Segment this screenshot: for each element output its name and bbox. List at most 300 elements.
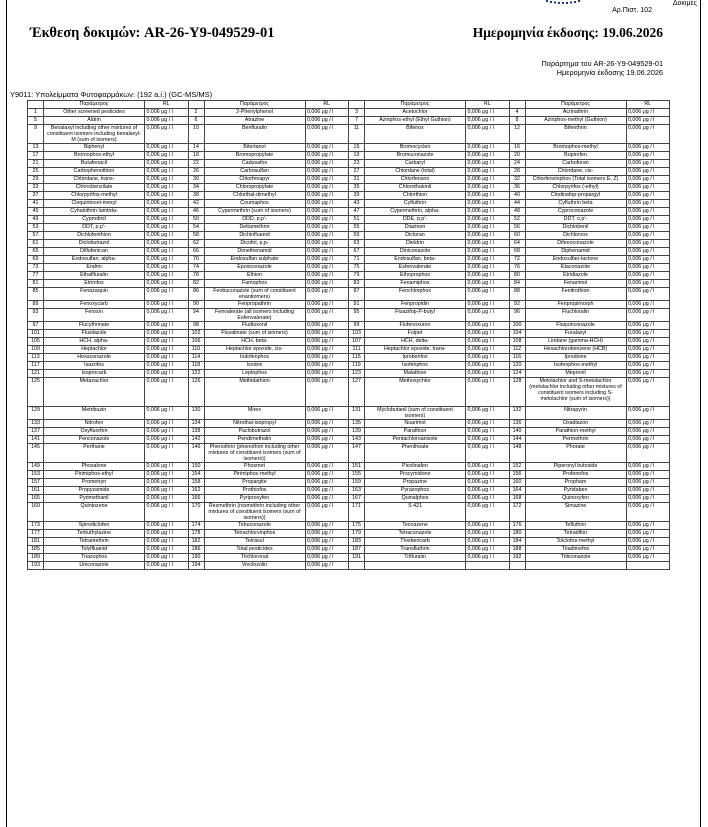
param-number: 162 — [188, 487, 204, 495]
param-rl: 0,006 μg / l — [466, 479, 510, 487]
param-name: Methidathion — [204, 378, 305, 407]
table-row — [28, 322, 670, 330]
param-name: Oxadiazon — [525, 420, 626, 428]
param-rl: 0,006 μg / l — [466, 436, 510, 444]
param-rl: 0,006 μg / l — [626, 436, 670, 444]
param-name: Picolinafen — [365, 463, 466, 471]
param-name: Other screened pesticides — [44, 109, 145, 117]
param-name: Nitrothal-isopropyl — [204, 420, 305, 428]
param-number: 114 — [188, 354, 204, 362]
param-name: Trichloronat — [204, 554, 305, 562]
param-rl: 0,006 μg / l — [466, 280, 510, 288]
param-number: 143 — [349, 436, 365, 444]
param-name: Lindane (gamma-HCH) — [525, 338, 626, 346]
param-rl: 0,006 μg / l — [626, 354, 670, 362]
param-number: 68 — [509, 248, 525, 256]
param-number: 92 — [509, 301, 525, 309]
param-name: Diazinon — [365, 224, 466, 232]
param-rl: 0,006 μg / l — [145, 192, 189, 200]
param-rl: 0,006 μg / l — [305, 378, 349, 407]
param-number: 69 — [28, 256, 44, 264]
param-name: Benfluralin — [204, 125, 305, 144]
param-rl: 0,006 μg / l — [145, 420, 189, 428]
param-rl: 0,006 μg / l — [145, 463, 189, 471]
table-row — [28, 471, 670, 479]
param-rl: 0,006 μg / l — [466, 354, 510, 362]
table-row — [28, 354, 670, 362]
param-rl: 0,006 μg / l — [466, 487, 510, 495]
table-row — [28, 280, 670, 288]
param-name: Thiobencarb — [365, 538, 466, 546]
table-row — [28, 288, 670, 301]
param-number: 137 — [28, 428, 44, 436]
param-rl: 0,006 μg / l — [305, 208, 349, 216]
param-name: 2-Phenylphenol — [204, 109, 305, 117]
param-rl: 0,006 μg / l — [305, 248, 349, 256]
table-row — [28, 436, 670, 444]
param-name: Dichlofluanid — [204, 232, 305, 240]
param-number: 51 — [349, 216, 365, 224]
param-number: 156 — [509, 471, 525, 479]
param-rl: 0,006 μg / l — [466, 503, 510, 522]
param-rl: 0,006 μg / l — [626, 428, 670, 436]
table-row — [28, 503, 670, 522]
param-rl: 0,006 μg / l — [626, 208, 670, 216]
param-name: Tetrasul — [204, 538, 305, 546]
param-rl: 0,006 μg / l — [145, 224, 189, 232]
header-number-cell — [349, 101, 365, 109]
param-number: 155 — [349, 471, 365, 479]
param-number: 36 — [509, 184, 525, 192]
param-rl: 0,006 μg / l — [626, 192, 670, 200]
param-number: 74 — [188, 264, 204, 272]
param-name: Quintozene — [44, 503, 145, 522]
param-rl: 0,006 μg / l — [305, 370, 349, 378]
table-row — [28, 407, 670, 420]
param-name: Paclobutrazol — [204, 428, 305, 436]
param-number: 144 — [509, 436, 525, 444]
param-number: 88 — [509, 288, 525, 301]
param-name: Chloropropylate — [204, 184, 305, 192]
param-name: Fenvalerate (all isomers including Esfenvalerate) — [204, 309, 305, 322]
param-name: Heptachlor epoxide, trans- — [365, 346, 466, 354]
param-rl: 0,006 μg / l — [305, 288, 349, 301]
table-row — [28, 184, 670, 192]
param-number: 150 — [188, 463, 204, 471]
param-name: Isodrin — [204, 362, 305, 370]
param-number: 169 — [28, 503, 44, 522]
param-number: 14 — [188, 144, 204, 152]
param-number: 52 — [509, 216, 525, 224]
param-rl: 0,006 μg / l — [145, 232, 189, 240]
param-name: Perthane — [44, 444, 145, 463]
param-number: 174 — [188, 522, 204, 530]
param-rl: 0,006 μg / l — [466, 248, 510, 256]
param-number: 90 — [188, 301, 204, 309]
param-rl: 0,006 μg / l — [305, 562, 349, 570]
param-rl: 0,006 μg / l — [145, 562, 189, 570]
param-number: 93 — [28, 309, 44, 322]
param-number: 115 — [349, 354, 365, 362]
param-name: Ethalfluralin — [44, 272, 145, 280]
param-name — [365, 562, 466, 570]
param-number: 168 — [509, 495, 525, 503]
param-rl: 0,006 μg / l — [626, 264, 670, 272]
param-name: Cypermethrin, alpha- — [365, 208, 466, 216]
param-rl: 0,006 μg / l — [145, 256, 189, 264]
param-rl: 0,006 μg / l — [145, 117, 189, 125]
table-row — [28, 546, 670, 554]
param-rl: 0,006 μg / l — [626, 322, 670, 330]
param-name: Bitertanol — [204, 144, 305, 152]
param-name: Tetradifon — [525, 530, 626, 538]
param-name: Acrinathrin — [525, 109, 626, 117]
param-rl: 0,006 μg / l — [466, 370, 510, 378]
table-body — [28, 109, 670, 570]
param-name: Tetramethrin — [44, 538, 145, 546]
param-number: 120 — [509, 362, 525, 370]
accreditation-logo-icon — [544, 0, 584, 4]
param-name: Propham — [525, 479, 626, 487]
param-name: Pirimiphos-methyl — [204, 471, 305, 479]
param-number: 107 — [349, 338, 365, 346]
param-rl: 0,006 μg / l — [626, 232, 670, 240]
param-number: 57 — [28, 232, 44, 240]
param-rl: 0,006 μg / l — [466, 192, 510, 200]
param-number: 167 — [349, 495, 365, 503]
param-number: 139 — [349, 428, 365, 436]
param-name: Triticonazole — [525, 554, 626, 562]
param-name: Clodinafop-propargyl — [525, 192, 626, 200]
param-name: Ethoprophos — [365, 272, 466, 280]
param-rl: 0,006 μg / l — [305, 487, 349, 495]
param-rl: 0,006 μg / l — [466, 117, 510, 125]
param-rl: 0,006 μg / l — [145, 288, 189, 301]
param-rl: 0,006 μg / l — [626, 495, 670, 503]
param-number: 146 — [188, 444, 204, 463]
table-row — [28, 109, 670, 117]
param-name: Cloquintocet-mexyl — [44, 200, 145, 208]
param-name: Chlordane, trans- — [44, 176, 145, 184]
param-rl: 0,006 μg / l — [305, 522, 349, 530]
param-rl: 0,006 μg / l — [305, 125, 349, 144]
param-number: 23 — [349, 160, 365, 168]
header-rl-cell: RL — [305, 101, 349, 109]
param-rl: 0,006 μg / l — [626, 370, 670, 378]
param-number: 18 — [188, 152, 204, 160]
param-name: Fenson — [44, 309, 145, 322]
param-rl: 0,006 μg / l — [466, 301, 510, 309]
param-name: Dieldrin — [365, 240, 466, 248]
param-name: Tebuconazole — [204, 522, 305, 530]
param-number: 154 — [188, 471, 204, 479]
param-number: 142 — [188, 436, 204, 444]
param-rl: 0,006 μg / l — [305, 471, 349, 479]
param-rl: 0,006 μg / l — [466, 176, 510, 184]
param-number: 54 — [188, 224, 204, 232]
param-number: 62 — [188, 240, 204, 248]
param-name: Methoxychlor — [365, 378, 466, 407]
header-parameter-cell: Παράμετρος — [204, 101, 305, 109]
table-row — [28, 224, 670, 232]
table-row — [28, 125, 670, 144]
header-rl-cell: RL — [145, 101, 189, 109]
param-name: Dicloran — [365, 232, 466, 240]
param-name: Pirimiphos-ethyl — [44, 471, 145, 479]
param-rl: 0,006 μg / l — [145, 109, 189, 117]
param-rl: 0,006 μg / l — [145, 346, 189, 354]
table-row — [28, 309, 670, 322]
param-rl: 0,006 μg / l — [145, 530, 189, 538]
param-rl: 0,006 μg / l — [626, 117, 670, 125]
param-number: 135 — [349, 420, 365, 428]
param-number: 71 — [349, 256, 365, 264]
param-name: HCH, delta- — [365, 338, 466, 346]
table-row — [28, 463, 670, 471]
param-name: Furalaxyl — [525, 330, 626, 338]
param-rl: 0,006 μg / l — [466, 554, 510, 562]
param-name: Diphenamid — [525, 248, 626, 256]
param-rl: 0,006 μg / l — [626, 184, 670, 192]
param-name: Endosulfan, alpha- — [44, 256, 145, 264]
param-number: 34 — [188, 184, 204, 192]
param-rl: 0,006 μg / l — [626, 420, 670, 428]
param-number: 46 — [188, 208, 204, 216]
param-rl: 0,006 μg / l — [626, 546, 670, 554]
param-number: 27 — [349, 168, 365, 176]
param-rl: 0,006 μg / l — [305, 232, 349, 240]
param-name: Procymidone — [365, 471, 466, 479]
param-number: 191 — [349, 554, 365, 562]
param-number: 2 — [188, 109, 204, 117]
param-rl: 0,006 μg / l — [466, 256, 510, 264]
param-number: 8 — [509, 117, 525, 125]
table-row — [28, 160, 670, 168]
param-rl: 0,006 μg / l — [305, 109, 349, 117]
header-number-cell — [188, 101, 204, 109]
param-name: Pyrimethanil — [44, 495, 145, 503]
param-number: 29 — [28, 176, 44, 184]
param-name: Fludioxonil — [204, 322, 305, 330]
param-rl: 0,006 μg / l — [626, 152, 670, 160]
param-name: Terbuthylazine — [44, 530, 145, 538]
param-name: Ethion — [204, 272, 305, 280]
param-number: 47 — [349, 208, 365, 216]
param-name: Cyfluthrin — [365, 200, 466, 208]
param-number: 190 — [188, 554, 204, 562]
param-number: 183 — [349, 538, 365, 546]
param-number: 9 — [28, 125, 44, 144]
param-rl: 0,006 μg / l — [626, 216, 670, 224]
param-name: Etrimfos — [44, 280, 145, 288]
table-row — [28, 192, 670, 200]
param-rl: 0,006 μg / l — [145, 338, 189, 346]
param-rl: 0,006 μg / l — [305, 530, 349, 538]
table-row — [28, 208, 670, 216]
param-number: 89 — [28, 301, 44, 309]
param-rl: 0,006 μg / l — [145, 354, 189, 362]
param-rl: 0,006 μg / l — [466, 240, 510, 248]
param-number: 37 — [28, 192, 44, 200]
param-number: 80 — [509, 272, 525, 280]
accreditation-number: Αρ.Πιστ. 102 — [612, 7, 652, 14]
param-rl: 0,006 μg / l — [305, 322, 349, 330]
param-number: 186 — [188, 546, 204, 554]
param-name: Transfluthrin — [365, 546, 466, 554]
param-rl: 0,006 μg / l — [466, 338, 510, 346]
param-number: 182 — [188, 538, 204, 546]
param-number: 136 — [509, 420, 525, 428]
param-name: Endosulfan sulphate — [204, 256, 305, 264]
param-name: Iodofenphos — [204, 354, 305, 362]
param-number: 101 — [28, 330, 44, 338]
param-rl: 0,006 μg / l — [145, 216, 189, 224]
param-rl: 0,006 μg / l — [145, 168, 189, 176]
param-number: 192 — [509, 554, 525, 562]
param-rl: 0,006 μg / l — [466, 530, 510, 538]
param-number: 11 — [349, 125, 365, 144]
param-rl: 0,006 μg / l — [466, 428, 510, 436]
param-rl: 0,006 μg / l — [145, 330, 189, 338]
param-number: 79 — [349, 272, 365, 280]
param-name: Nitrofen — [44, 420, 145, 428]
param-rl: 0,006 μg / l — [145, 176, 189, 184]
param-rl: 0,006 μg / l — [466, 152, 510, 160]
param-name: Etridiazole — [525, 272, 626, 280]
param-name: Endrin — [44, 264, 145, 272]
param-name: Isoprocarb — [44, 370, 145, 378]
param-rl: 0,006 μg / l — [626, 362, 670, 370]
param-number: 16 — [509, 144, 525, 152]
param-number: 48 — [509, 208, 525, 216]
param-rl: 0,006 μg / l — [305, 256, 349, 264]
param-rl: 0,006 μg / l — [626, 224, 670, 232]
param-rl: 0,006 μg / l — [305, 272, 349, 280]
param-name: Bromopropylate — [204, 152, 305, 160]
param-rl: 0,006 μg / l — [305, 224, 349, 232]
param-number: 35 — [349, 184, 365, 192]
param-rl: 0,006 μg / l — [145, 160, 189, 168]
param-name: Benalaxyl including other mixtures of constituent isomers including benalaxyl-M (sum of isomers) — [44, 125, 145, 144]
param-name: DDD, p,p'- — [204, 216, 305, 224]
param-rl: 0,006 μg / l — [145, 471, 189, 479]
param-name: Phosmet — [204, 463, 305, 471]
param-name: Phosalone — [44, 463, 145, 471]
param-name: Mirex — [204, 407, 305, 420]
param-name: Carbaryl — [365, 160, 466, 168]
param-name: Dichlofenthion — [44, 232, 145, 240]
param-number: 75 — [349, 264, 365, 272]
param-name: Prothiofos — [204, 487, 305, 495]
param-name: Heptachlor — [44, 346, 145, 354]
param-name: Fluazifop-P-butyl — [365, 309, 466, 322]
param-number: 159 — [349, 479, 365, 487]
param-name: Chlordane, cis- — [525, 168, 626, 176]
param-rl: 0,006 μg / l — [626, 530, 670, 538]
param-number: 138 — [188, 428, 204, 436]
param-rl: 0,006 μg / l — [626, 522, 670, 530]
table-row — [28, 117, 670, 125]
table-row — [28, 554, 670, 562]
param-rl: 0,006 μg / l — [466, 538, 510, 546]
param-rl: 0,006 μg / l — [466, 444, 510, 463]
param-name: Triazophos — [44, 554, 145, 562]
page-border-right — [700, 0, 701, 827]
param-number: 127 — [349, 378, 365, 407]
param-number: 145 — [28, 444, 44, 463]
param-rl: 0,006 μg / l — [466, 495, 510, 503]
param-rl: 0,006 μg / l — [626, 346, 670, 354]
param-number: 67 — [349, 248, 365, 256]
param-rl — [626, 562, 670, 570]
param-rl: 0,006 μg / l — [305, 346, 349, 354]
param-number: 172 — [509, 503, 525, 522]
param-number: 99 — [349, 322, 365, 330]
param-number: 76 — [509, 264, 525, 272]
param-name: Bifenthrin — [525, 125, 626, 144]
param-name — [525, 562, 626, 570]
table-row — [28, 444, 670, 463]
param-name: Parathion-methyl — [525, 428, 626, 436]
param-number — [349, 562, 365, 570]
param-rl: 0,006 μg / l — [626, 309, 670, 322]
param-rl: 0,006 μg / l — [466, 288, 510, 301]
param-rl: 0,006 μg / l — [626, 272, 670, 280]
param-name: Fenoxycarb — [44, 301, 145, 309]
param-number: 78 — [188, 272, 204, 280]
param-name: Deltamethrin — [204, 224, 305, 232]
param-rl: 0,006 μg / l — [466, 144, 510, 152]
param-number: 98 — [188, 322, 204, 330]
param-rl: 0,006 μg / l — [626, 503, 670, 522]
param-name: Tetrachlorvinphos — [204, 530, 305, 538]
param-number: 166 — [188, 495, 204, 503]
param-name: Bromophos-methyl — [525, 144, 626, 152]
param-name: Azinphos-methyl (Guthion) — [525, 117, 626, 125]
param-rl: 0,006 μg / l — [466, 200, 510, 208]
param-number: 86 — [188, 288, 204, 301]
param-number: 108 — [509, 338, 525, 346]
param-name: Fluquinconazole — [525, 322, 626, 330]
param-number: 43 — [349, 200, 365, 208]
param-rl: 0,006 μg / l — [305, 444, 349, 463]
param-name: Uniconazole — [44, 562, 145, 570]
param-rl: 0,006 μg / l — [145, 370, 189, 378]
param-number: 126 — [188, 378, 204, 407]
param-name: DDT, p,p'- — [44, 224, 145, 232]
param-rl: 0,006 μg / l — [305, 338, 349, 346]
header-rl-cell: RL — [466, 101, 510, 109]
param-rl: 0,006 μg / l — [466, 125, 510, 144]
table-row — [28, 216, 670, 224]
param-name: Endosulfan, beta- — [365, 256, 466, 264]
param-number: 122 — [188, 370, 204, 378]
param-name: Pentachloroanisole — [365, 436, 466, 444]
param-rl: 0,006 μg / l — [305, 463, 349, 471]
param-rl: 0,006 μg / l — [626, 168, 670, 176]
param-rl: 0,006 μg / l — [305, 192, 349, 200]
param-number: 193 — [28, 562, 44, 570]
param-rl: 0,006 μg / l — [466, 168, 510, 176]
param-number: 176 — [509, 522, 525, 530]
param-name: Carbofuran — [525, 160, 626, 168]
param-number: 56 — [509, 224, 525, 232]
table-row — [28, 338, 670, 346]
header-number-cell — [28, 101, 44, 109]
param-number: 49 — [28, 216, 44, 224]
param-number: 164 — [509, 487, 525, 495]
param-rl: 0,006 μg / l — [466, 309, 510, 322]
